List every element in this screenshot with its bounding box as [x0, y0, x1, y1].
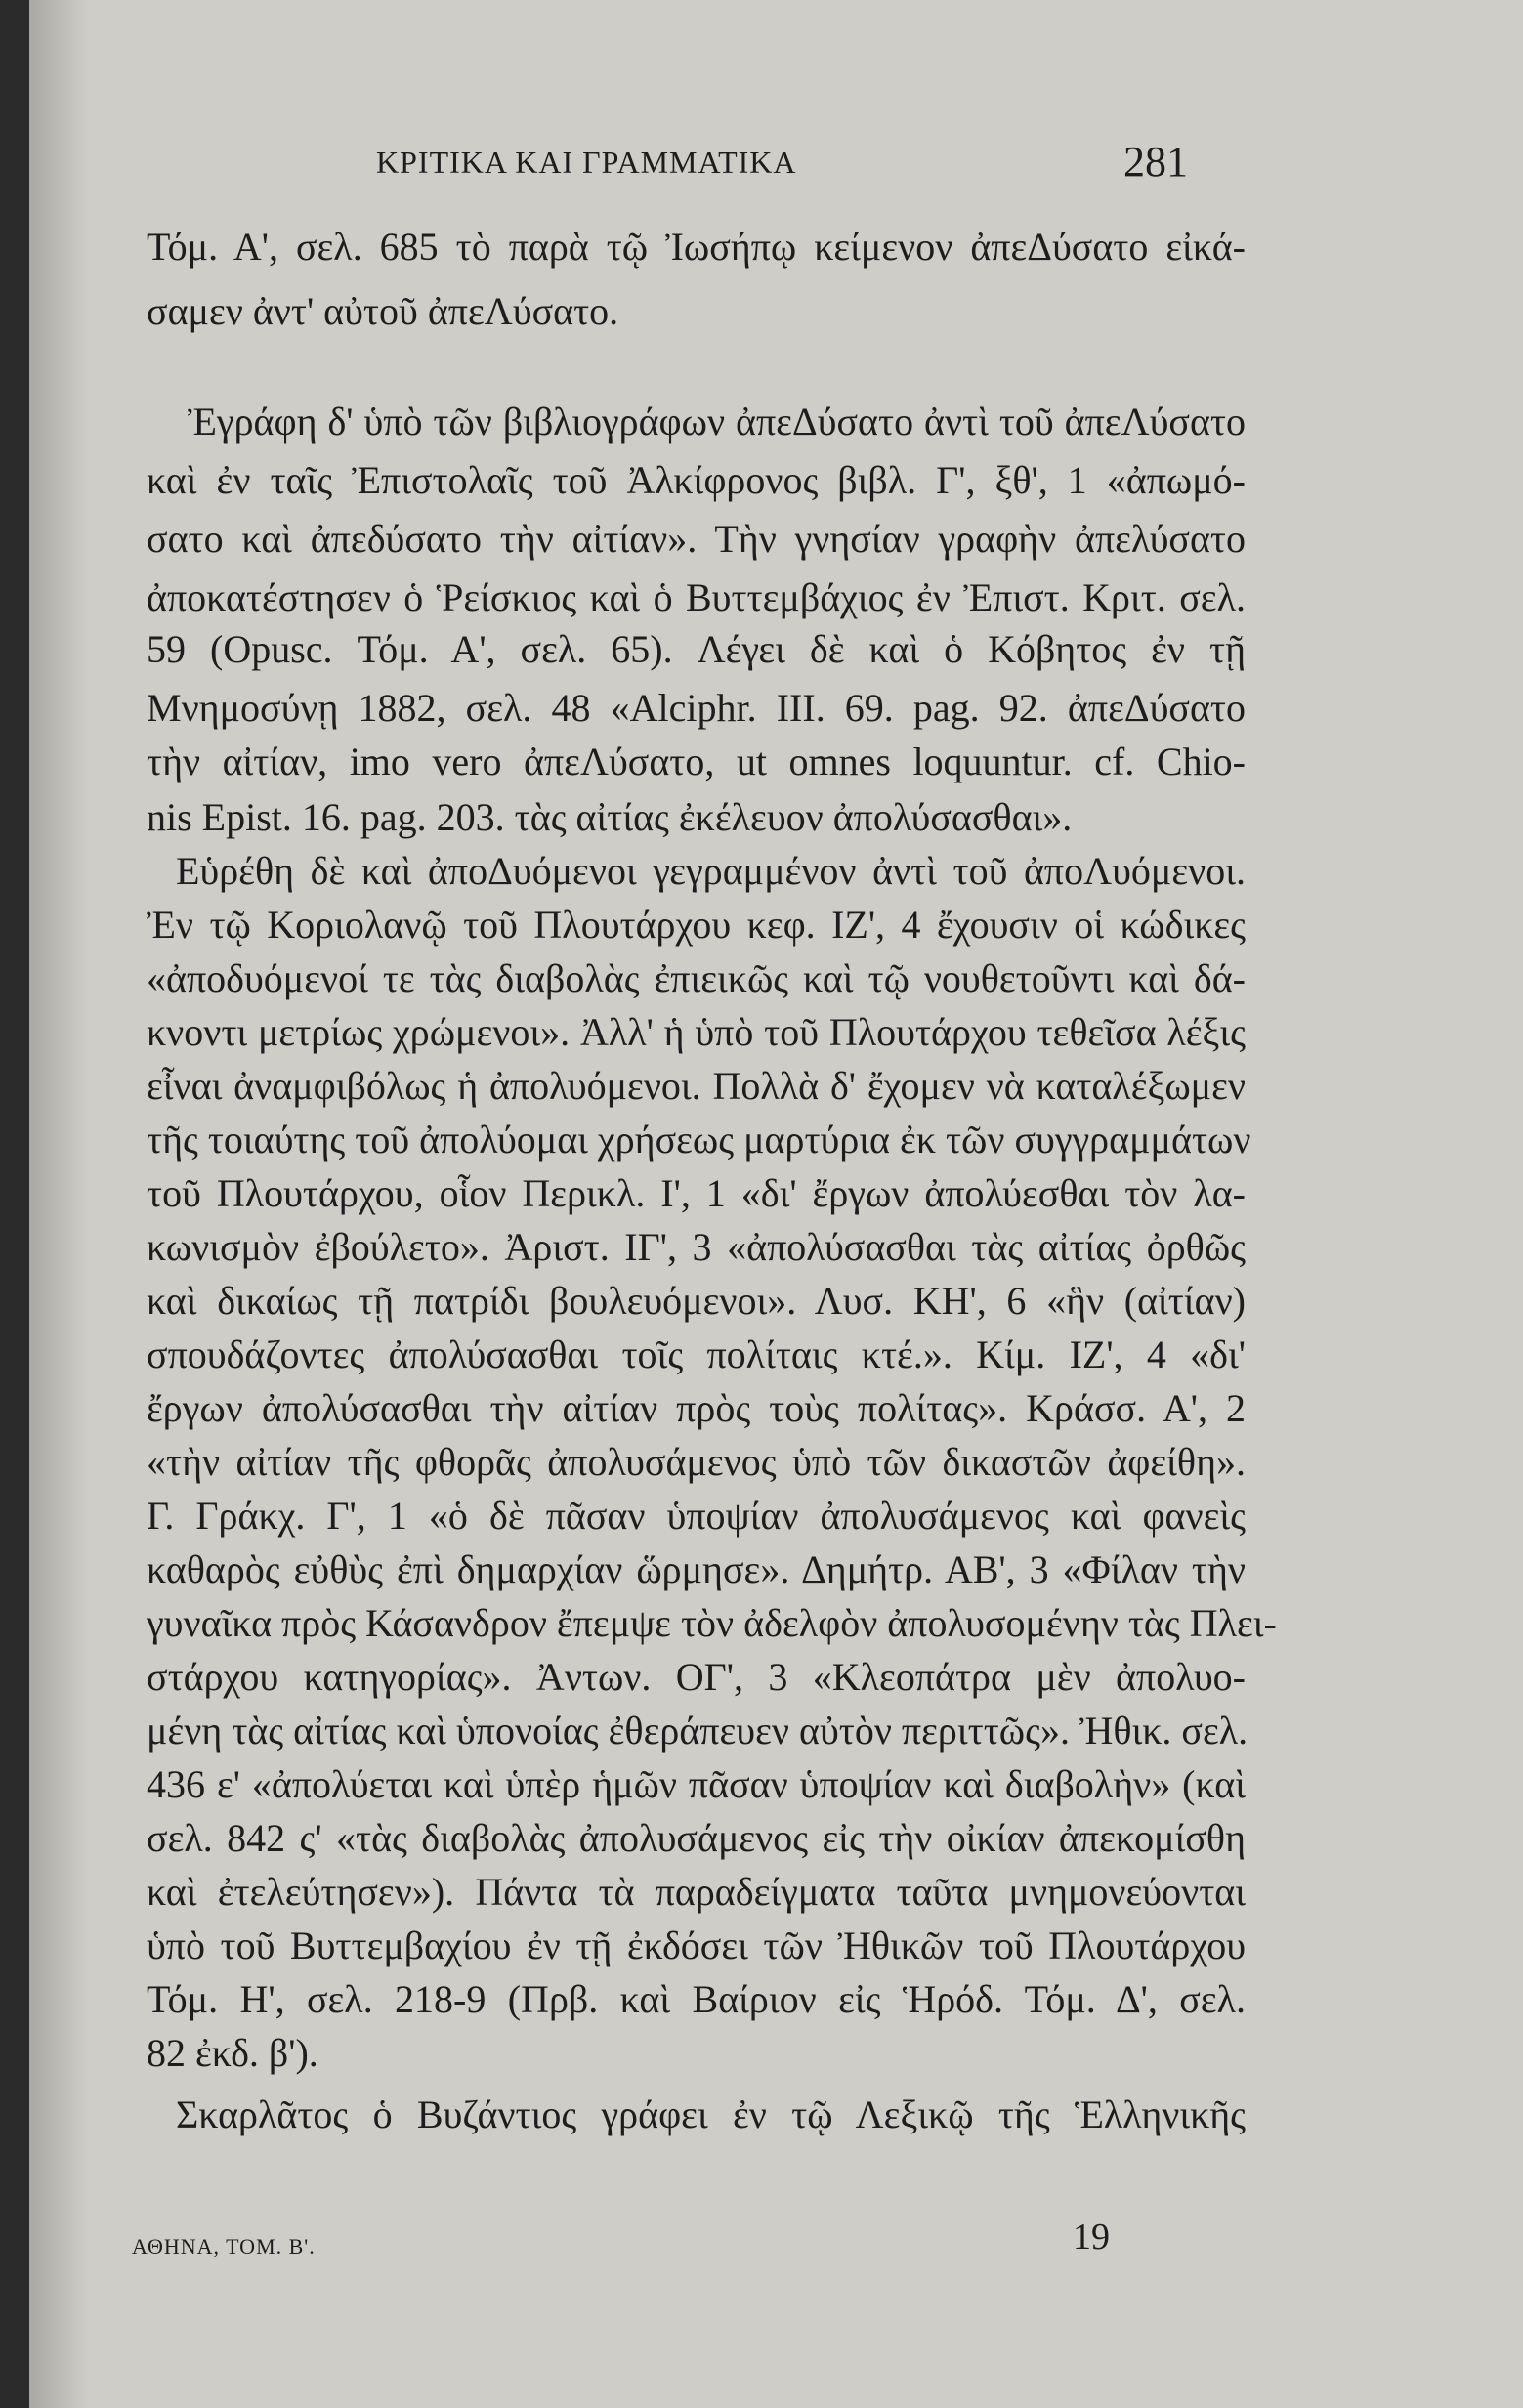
binding-shadow	[29, 0, 88, 2408]
text-line: nis Epist. 16. pag. 203. τὰς αἰτίας ἐκέλευον ἀπολύσασθαι».	[147, 795, 1073, 839]
text-line: μένη τὰς αἰτίας καὶ ὑπονοίας ἐθεράπευεν αὐτὸν περιττῶς». Ἠθικ. σελ.	[147, 1709, 1248, 1753]
text-line: κνοντι μετρίως χρώμενοι». Ἀλλ' ἡ ὑπὸ τοῦ Πλουτάρχου τεθεῖσα λέξις	[147, 1010, 1246, 1054]
text-line: σπουδάζοντες ἀπολύσασθαι τοῖς πολίταις κτέ.». Κίμ. ΙΖ', 4 «δι'	[147, 1332, 1246, 1376]
text-line: 59 (Opusc. Τόμ. Α', σελ. 65). Λέγει δὲ καὶ ὁ Κόβητος ἐν τῇ	[147, 627, 1246, 671]
text-line: σαμεν ἀντ' αὐτοῦ ἀπεΛύσατο.	[147, 289, 619, 333]
text-line: καὶ ἐτελεύτησεν»). Πάντα τὰ παραδείγματα ταῦτα μνημονεύονται	[147, 1870, 1246, 1914]
text-line: τοῦ Πλουτάρχου, οἷον Περικλ. Ι', 1 «δι' ἔργων ἀπολύεσθαι τὸν λα-	[147, 1171, 1246, 1215]
text-line: Εὑρέθη δὲ καὶ ἀποΔυόμενοι γεγραμμένον ἀντὶ τοῦ ἀποΛυόμενοι.	[176, 849, 1246, 893]
text-line: τῆς τοιαύτης τοῦ ἀπολύομαι χρήσεως μαρτύρια ἐκ τῶν συγγραμμάτων	[147, 1118, 1251, 1162]
text-line: Μνημοσύνῃ 1882, σελ. 48 «Alciphr. III. 69. pag. 92. ἀπεΔύσατο	[147, 686, 1246, 730]
text-line: Τόμ. Α', σελ. 685 τὸ παρὰ τῷ Ἰωσήπῳ κείμενον ἀπεΔύσατο εἰκά-	[147, 225, 1246, 269]
text-line: σελ. 842 ς' «τὰς διαβολὰς ἀπολυσάμενος εἰς τὴν οἰκίαν ἀπεκομίσθη	[147, 1816, 1246, 1860]
text-line: κωνισμὸν ἐβούλετο». Ἀριστ. ΙΓ', 3 «ἀπολύσασθαι τὰς αἰτίας ὀρθῶς	[147, 1225, 1246, 1269]
text-line: σατο καὶ ἀπεδύσατο τὴν αἰτίαν». Τὴν γνησίαν γραφὴν ἀπελύσατο	[147, 517, 1246, 561]
book-page	[29, 0, 1523, 2408]
gathering-number: 19	[1073, 2217, 1110, 2258]
text-line: καὶ δικαίως τῇ πατρίδι βουλευόμενοι». Λυσ. ΚΗ', 6 «ἣν (αἰτίαν)	[147, 1279, 1246, 1323]
text-line: τὴν αἰτίαν, imo vero ἀπεΛύσατο, ut omnes loquuntur. cf. Chio-	[147, 739, 1246, 783]
text-line: «τὴν αἰτίαν τῆς φθορᾶς ἀπολυσάμενος ὑπὸ τῶν δικαστῶν ἀφείθη».	[147, 1440, 1246, 1484]
text-line: 82 ἐκδ. β').	[147, 2031, 318, 2075]
text-line: ἀποκατέστησεν ὁ Ῥείσκιος καὶ ὁ Βυττεμβάχιος ἐν Ἐπιστ. Κριτ. σελ.	[147, 575, 1246, 619]
text-line: Σκαρλᾶτος ὁ Βυζάντιος γράφει ἐν τῷ Λεξικῷ τῆς Ἑλληνικῆς	[176, 2092, 1246, 2136]
text-line: γυναῖκα πρὸς Κάσανδρον ἔπεμψε τὸν ἀδελφὸν ἀπολυσομένην τὰς Πλει-	[147, 1601, 1277, 1645]
text-line: καὶ ἐν ταῖς Ἐπιστολαῖς τοῦ Ἀλκίφρονος βιβλ. Γ', ξθ', 1 «ἀπωμό-	[147, 458, 1246, 502]
text-line: Ἐν τῷ Κοριολανῷ τοῦ Πλουτάρχου κεφ. ΙΖ', 4 ἔχουσιν οἱ κώδικες	[147, 903, 1246, 947]
text-line: Γ. Γράκχ. Γ', 1 «ὁ δὲ πᾶσαν ὑποψίαν ἀπολυσάμενος καὶ φανεὶς	[147, 1494, 1246, 1538]
text-line: 436 ε' «ἀπολύεται καὶ ὑπὲρ ἡμῶν πᾶσαν ὑποψίαν καὶ διαβολὴν» (καὶ	[147, 1762, 1246, 1806]
text-line: εἶναι ἀναμφιβόλως ἡ ἀπολυόμενοι. Πολλὰ δ' ἔχομεν νὰ καταλέξωμεν	[147, 1064, 1246, 1108]
text-line: στάρχου κατηγορίας». Ἀντων. ΟΓ', 3 «Κλεοπάτρα μὲν ἀπολυο-	[147, 1655, 1246, 1699]
page-number: 281	[1123, 138, 1188, 186]
text-line: Τόμ. Η', σελ. 218-9 (Πρβ. καὶ Βαίριον εἰς Ἡρόδ. Τόμ. Δ', σελ.	[147, 1977, 1246, 2021]
running-head: ΚΡΙΤΙΚΑ ΚΑΙ ΓΡΑΜΜΑΤΙΚΑ	[376, 145, 797, 180]
text-line: Ἐγράφη δ' ὑπὸ τῶν βιβλιογράφων ἀπεΔύσατο ἀντὶ τοῦ ἀπεΛύσατο	[188, 400, 1246, 444]
text-line: καθαρὸς εὐθὺς ἐπὶ δημαρχίαν ὥρμησε». Δημήτρ. ΑΒ', 3 «Φίλαν τὴν	[147, 1547, 1246, 1591]
text-line: ὑπὸ τοῦ Βυττεμβαχίου ἐν τῇ ἐκδόσει τῶν Ἠθικῶν τοῦ Πλουτάρχου	[147, 1923, 1246, 1967]
text-line: «ἀποδυόμενοί τε τὰς διαβολὰς ἐπιεικῶς καὶ τῷ νουθετοῦντι καὶ δά-	[147, 956, 1246, 1000]
text-line: ἔργων ἀπολύσασθαι τὴν αἰτίαν πρὸς τοὺς πολίτας». Κράσσ. Α', 2	[147, 1386, 1246, 1430]
signature-mark: ΑΘΗΝΑ, ΤΟΜ. Β'.	[132, 2234, 316, 2259]
